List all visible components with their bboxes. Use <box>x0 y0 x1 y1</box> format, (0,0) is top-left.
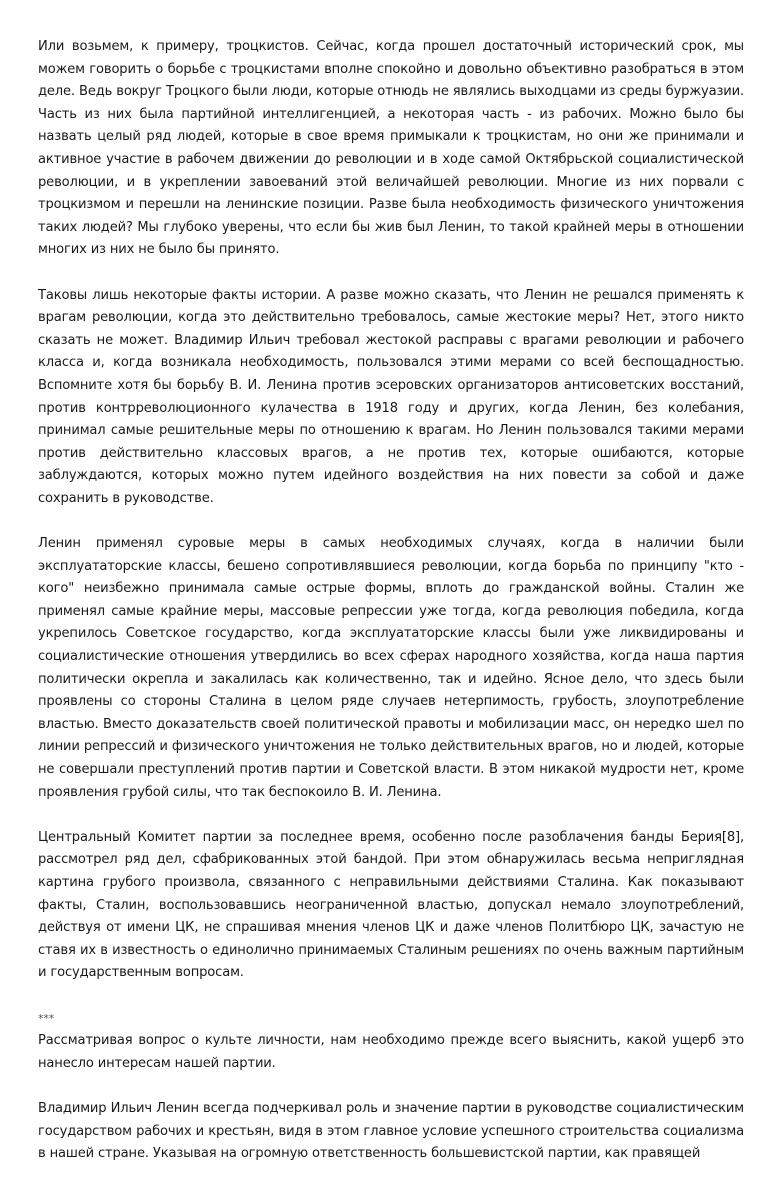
paragraph-stalin-repressions: Ленин применял суровые меры в самых необходимых случаях, когда в наличии были эксплуататорские классы, бешено сопротивлявшиеся революции, когда борьба по принципу "кто - кого" неизбежно принимала самые острые формы, вплоть до гражданской войны. Сталин же применял самые крайние меры, массовые репрессии уже тогда, когда революция победила, когда укрепилось Советское государство, когда эксплуататорские классы были уже ликвидированы и социалистические отношения утвердились во всех сферах народного хозяйства, когда наша партия политически окрепла и закалилась как количественно, так и идейно. Ясное дело, что здесь были проявлены со стороны Сталина в целом ряде случаев нетерпимость, грубость, злоупотребление властью. Вместо доказательств своей политической правоты и мобилизации масс, он нередко шел по линии репрессий и физического уничтожения не только действительных врагов, но и людей, которые не совершали преступлений против партии и Советской власти. В этом никакой мудрости нет, кроме проявления грубой силы, что так беспокоило В. И. Ленина. <box>38 536 744 800</box>
section-separator: *** <box>38 1011 55 1025</box>
paragraph-role-of-party: Владимир Ильич Ленин всегда подчеркивал роль и значение партии в руководстве социалистическим государством рабочих и крестьян, видя в этом главное условие успешного строительства социализма в нашей стране. Указывая на огромную ответственность большевистской партии, как правящей <box>38 1100 744 1162</box>
document-page <box>38 36 744 1188</box>
paragraph-lenin-measures: Таковы лишь некоторые факты истории. А разве можно сказать, что Ленин не решался применять к врагам революции, когда это действительно требовалось, самые жестокие меры? Нет, этого никто сказать не может. Владимир Ильич требовал жестокой расправы с врагами революции и рабочего класса и, когда возникала необходимость, пользовался этими мерами со всей беспощадностью. Вспомните хотя бы борьбу В. И. Ленина против эсеровских организаторов антисоветских восстаний, против контрреволюционного кулачества в 1918 году и других, когда Ленин, без колебания, принимал самые решительные меры по отношению к врагам. Но Ленин пользовался такими мерами против действительно классовых врагов, а не против тех, которые ошибаются, которые заблуждаются, которых можно путем идейного воздействия на них повести за собой и даже сохранить в руководстве. <box>38 287 744 506</box>
paragraph-cult-of-personality: Рассматривая вопрос о культе личности, нам необходимо прежде всего выяснить, какой ущерб это нанесло интересам нашей партии. <box>38 1033 744 1071</box>
paragraph-trotskyists: Или возьмем, к примеру, троцкистов. Сейчас, когда прошел достаточный исторический срок, мы можем говорить о борьбе с троцкистами вполне спокойно и довольно объективно разобраться в этом деле. Ведь вокруг Троцкого были люди, которые отнюдь не являлись выходцами из среды буржуазии. Часть из них была партийной интеллигенцией, а некоторая часть - из рабочих. Можно было бы назвать целый ряд людей, которые в свое время примыкали к троцкистам, но они же принимали и активное участие в рабочем движении до революции и в ходе самой Октябрьской социалистической революции, и в укреплении завоеваний этой величайшей революции. Многие из них порвали с троцкизмом и перешли на ленинские позиции. Разве была необходимость физического уничтожения таких людей? Мы глубоко уверены, что если бы жив был Ленин, то такой крайней меры в отношении многих из них не было бы принято. <box>38 39 744 258</box>
paragraph-central-committee: Центральный Комитет партии за последнее время, особенно после разоблачения банды Берия[8], рассмотрел ряд дел, сфабрикованных этой бандой. При этом обнаружилась весьма неприглядная картина грубого произвола, связанного с неправильными действиями Сталина. Как показывают факты, Сталин, воспользовавшись неограниченной властью, допускал немало злоупотреблений, действуя от имени ЦК, не спрашивая мнения членов ЦК и даже членов Политбюро ЦК, зачастую не ставя их в известность о единолично принимаемых Сталиным решениях по очень важным партийным и государственным вопросам. <box>38 829 744 981</box>
